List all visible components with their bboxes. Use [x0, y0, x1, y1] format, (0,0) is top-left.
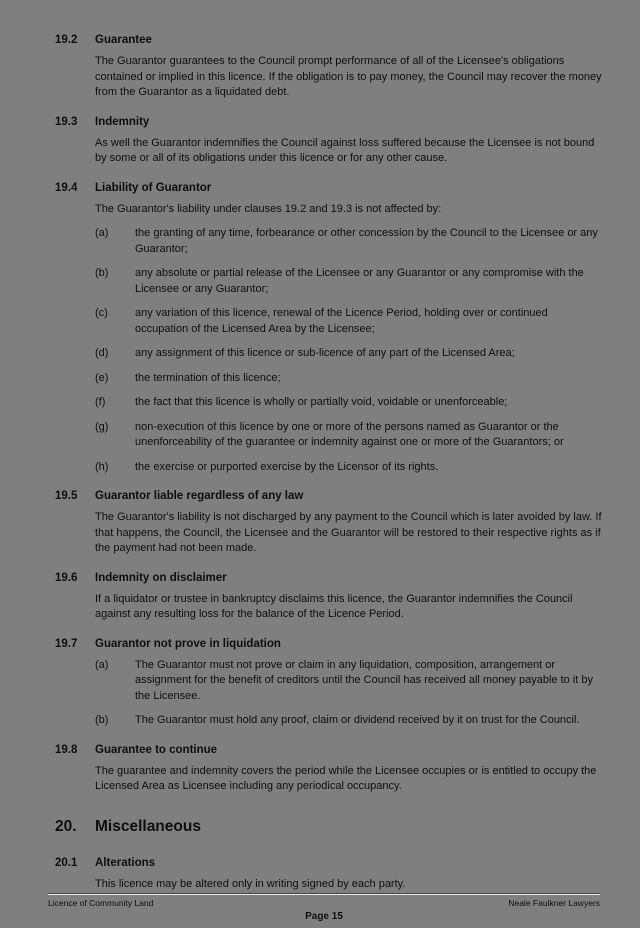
section-number: 20.: [55, 817, 77, 835]
item-text: The Guarantor must not prove or claim in any liquidation, composition, arrangement or assignment for the benefit of creditors until the Council has received all money payable to it by the Licensee.: [135, 658, 593, 702]
list-item: [95, 395, 602, 411]
item-letter: (a): [95, 227, 109, 239]
footer-rule: [48, 893, 600, 895]
list-item: [95, 226, 602, 257]
document-body: [55, 32, 602, 892]
clause-19-3: [55, 114, 602, 167]
item-text: non-execution of this licence by one or more of the persons named as Guarantor or the unenforceability of the guarantee or indemnity against one or more of the Guarantors; or: [135, 420, 564, 448]
clause-19-5: [55, 488, 602, 557]
clause-title: Indemnity on disclaimer: [95, 571, 227, 584]
item-letter: (c): [95, 307, 108, 319]
clause-title: Guarantee to continue: [95, 743, 218, 756]
clause-20-1: [55, 855, 602, 893]
clause-number: 20.1: [55, 856, 78, 869]
section-20-heading: [55, 817, 602, 842]
item-text: any assignment of this licence or sub-licence of any part of the Licensed Area;: [135, 347, 515, 359]
item-text: any absolute or partial release of the Licensee or any Guarantor or any compromise with the Licensee or any Guarantor;: [135, 267, 584, 295]
list-item: [95, 658, 602, 705]
footer-left-text: Licence of Community Land: [48, 898, 154, 908]
item-letter: (a): [95, 658, 109, 671]
list-item: [95, 713, 602, 729]
item-text: any variation of this licence, renewal of the Licence Period, holding over or continued occupation of the Licensed Area by the Licensee;: [135, 307, 548, 335]
clause-body: The guarantee and indemnity covers the period while the Licensee occupies or is entitled to occupy the Licensed Area as Licensee including any periodical occupancy.: [95, 764, 597, 792]
clause-title: Alterations: [95, 856, 156, 869]
item-letter: (h): [95, 460, 109, 473]
clause-title: Liability of Guarantor: [95, 181, 212, 194]
clause-19-4: [55, 180, 602, 218]
clause-body: If a liquidator or trustee in bankruptcy disclaims this licence, the Guarantor indemnifies the Council against any resulting loss for the balance of the Licence Period.: [95, 592, 573, 620]
list-item: [95, 346, 602, 362]
list-item: [95, 306, 602, 337]
clause-title: Indemnity: [95, 115, 150, 128]
clause-title: Guarantee: [95, 34, 152, 46]
item-text: the granting of any time, forbearance or other concession by the Council to the Licensee or any Guarantor;: [135, 227, 598, 255]
clause-number: 19.6: [55, 571, 78, 584]
clause-body: As well the Guarantor indemnifies the Council against loss suffered because the Licensee is not bound by some or all of its obligations under this licence or for any other cause.: [95, 136, 595, 164]
clause-title: Guarantor liable regardless of any law: [95, 490, 304, 502]
clause-number: 19.4: [55, 181, 78, 194]
item-letter: (e): [95, 371, 109, 384]
page-footer: [48, 893, 600, 922]
clause-19-2: [55, 32, 602, 101]
clause-body: The Guarantor's liability under clauses 19.2 and 19.3 is not affected by:: [95, 202, 442, 215]
clause-body: The Guarantor's liability is not discharged by any payment to the Council which is later avoided by law. If that happens, the Council, the Licensee and the Guarantor will be restored to their respective rights as if the payment had not been made.: [95, 511, 602, 554]
list-item: [95, 460, 602, 476]
clause-number: 19.3: [55, 115, 78, 128]
clause-19-6: [55, 570, 602, 623]
clause-number: 19.2: [55, 34, 78, 46]
item-letter: (f): [95, 396, 106, 408]
item-letter: (b): [95, 714, 109, 726]
item-letter: (b): [95, 267, 109, 279]
item-text: the exercise or purported exercise by the Licensor of its rights.: [135, 460, 439, 473]
item-text: the fact that this licence is wholly or partially void, voidable or unenforceable;: [135, 396, 508, 408]
list-item: [95, 266, 602, 297]
clause-number: 19.8: [55, 743, 78, 756]
item-letter: (d): [95, 347, 109, 359]
item-letter: (g): [95, 420, 109, 433]
item-text: The Guarantor must hold any proof, claim or dividend received by it on trust for the Council.: [135, 714, 580, 726]
clause-19-8: [55, 742, 602, 795]
section-title: Miscellaneous: [95, 817, 201, 835]
list-item: [95, 420, 602, 451]
footer-right-text: Neale Faulkner Lawyers: [508, 898, 600, 908]
clause-19-7: [55, 636, 602, 658]
page-number: Page 15: [305, 911, 343, 922]
item-text: the termination of this licence;: [135, 371, 281, 384]
clause-number: 19.5: [55, 490, 78, 502]
list-item: [95, 371, 602, 387]
clause-body: This licence may be altered only in writing signed by each party.: [95, 877, 406, 890]
clause-title: Guarantor not prove in liquidation: [95, 637, 281, 650]
clause-body: The Guarantor guarantees to the Council prompt performance of all of the Licensee's obligations contained or implied in this licence. If the obligation is to pay money, the Council may recover the money from the Guarantor as a liquidated debt.: [95, 55, 602, 98]
clause-number: 19.7: [55, 637, 78, 650]
